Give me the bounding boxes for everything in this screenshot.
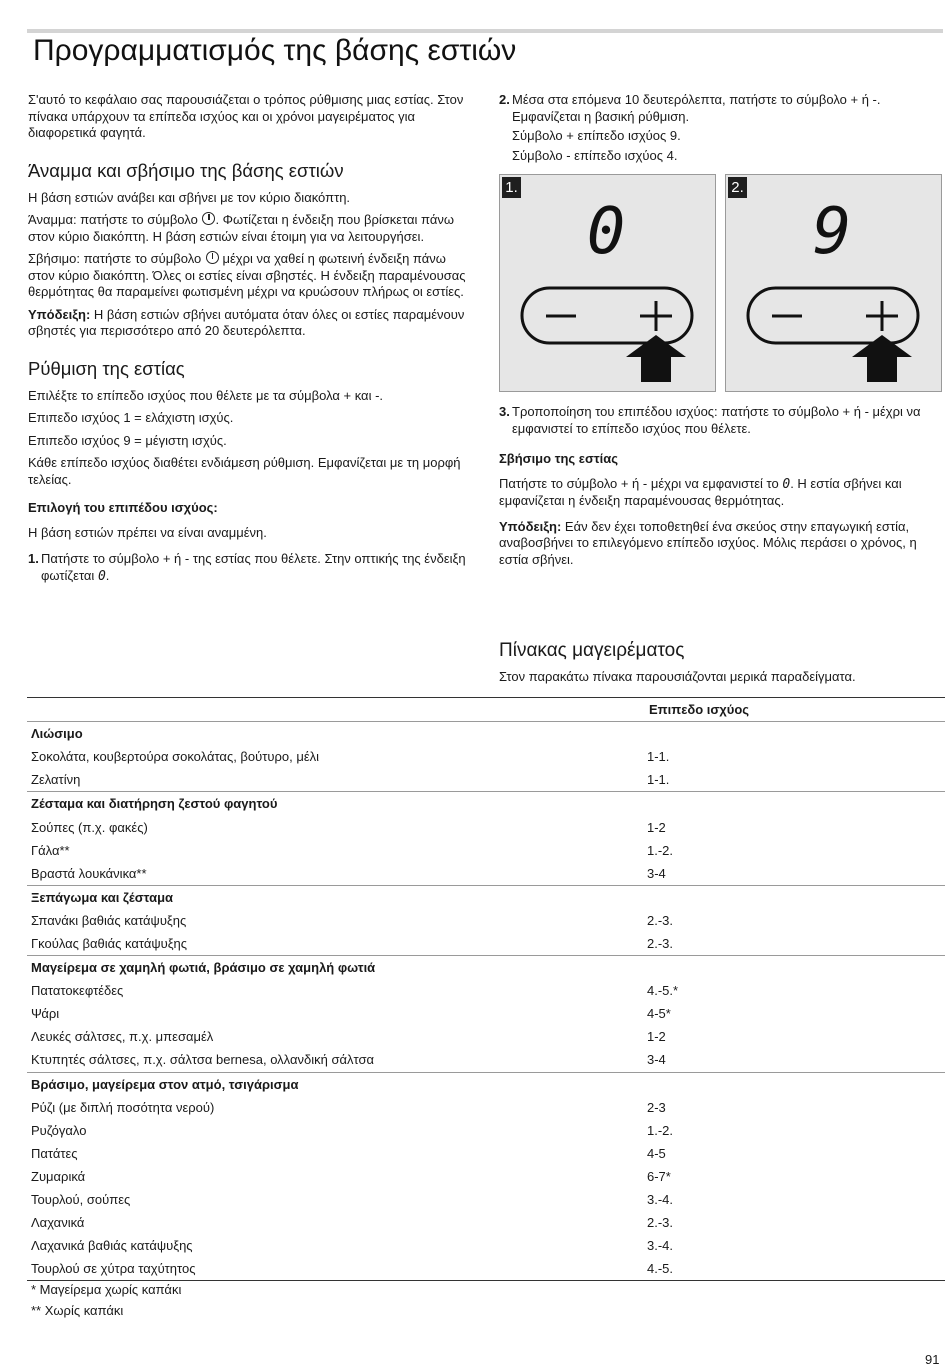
power-level-cell: 2.-3. [647, 912, 674, 928]
category-label: Βράσιμο, μαγείρεμα στον ατμό, τσιγάρισμα [31, 1076, 299, 1092]
food-cell: Πατάτες [31, 1145, 78, 1161]
step-3 [499, 404, 945, 437]
table-row [27, 1025, 945, 1048]
power-level-cell: 3-4 [647, 865, 666, 881]
subheading-select-level: Επιλογή του επιπέδου ισχύος: [28, 500, 218, 515]
intro-paragraph: Σ'αυτό το κεφάλαιο σας παρουσιάζεται ο τρόπος ρύθμισης μιας εστίας. Στον πίνακα υπάρχουν τα επίπεδα ισχύος και οι χρόνοι μαγειρέματος για διαφορετικά φαγητά. [28, 92, 464, 140]
category-label: Ζέσταμα και διατήρηση ζεστού φαγητού [31, 796, 278, 812]
cooking-table-body [27, 722, 945, 1281]
auto-off-note [28, 307, 473, 340]
table-category-row [27, 792, 945, 816]
table-category-row [27, 956, 945, 980]
setting-paragraph-4: Κάθε επίπεδο ισχύος διαθέτει ενδιάμεση ρύθμιση. Εμφανίζεται με τη μορφή τελείας. [28, 455, 461, 487]
step-2-text: Μέσα στα επόμενα 10 δευτερόλεπτα, πατήστε το σύμβολο + ή -. Εμφανίζεται η βασική ρύθμιση. [512, 92, 881, 124]
left-column [28, 92, 473, 590]
table-row [27, 1257, 945, 1281]
power-level-cell: 3.-4. [647, 1238, 674, 1254]
switch-off-text-a: Σβήσιμο: πατήστε το σύμβολο [28, 251, 202, 266]
power-level-cell: 3.-4. [647, 1192, 674, 1208]
food-cell: Κτυπητές σάλτσες, π.χ. σάλτσα bernesa, ολλανδική σάλτσα [31, 1052, 374, 1068]
section-heading-onoff: Άναμμα και σβήσιμο της βάσης εστιών [28, 159, 344, 181]
power-level-cell: 2.-3. [647, 935, 674, 951]
note-label: Υπόδειξη: [28, 306, 91, 322]
power-level-cell: 4.-5. [647, 1261, 674, 1277]
table-category-row [27, 722, 945, 746]
power-level-cell: 1-1. [647, 772, 670, 788]
switch-on-paragraph [28, 212, 473, 245]
table-row [27, 745, 945, 768]
display-glyph: 0 [97, 568, 106, 584]
panel-number: 1. [502, 177, 521, 198]
panel-1-drawing [500, 175, 715, 391]
cooking-table-heading: Πίνακας μαγειρέματος [499, 640, 685, 661]
food-cell: Λευκές σάλτσες, π.χ. μπεσαμέλ [31, 1029, 214, 1045]
step-number: 2. [499, 92, 510, 107]
category-label: Λιώσιμο [31, 726, 83, 742]
note-text: Η βάση εστιών σβήνει αυτόματα όταν όλες οι εστίες παραμένουν σβηστές για περισσότερο από 20 δευτερόλεπτα. [28, 306, 465, 338]
footnote-2: ** Χωρίς καπάκι [31, 1303, 124, 1318]
switch-off-zone-text-b: . Η εστία σβήνει και εμφανίζεται η ένδειξη παραμένουσας θερμότητας. [499, 475, 902, 508]
table-category-row [27, 1072, 945, 1096]
note-text: Εάν δεν έχει τοποθετηθεί ένα σκεύος στην επαγωγική εστία, αναβοσβήνει το επιλεγόμενο επίπεδο ισχύος. Μόλις περάσει ο χρόνος, η εστία σβήνει. [499, 518, 917, 567]
header-power-level: Επιπεδο ισχύος [649, 702, 750, 718]
right-column-lower [499, 404, 945, 574]
table-category-row [27, 885, 945, 909]
power-icon [206, 251, 219, 264]
table-row [27, 1211, 945, 1234]
table-row [27, 1142, 945, 1165]
setting-paragraph-1: Επιλέξτε το επίπεδο ισχύος που θέλετε με τα σύμβολα + και -. [28, 387, 384, 403]
setting-paragraph-3: Επιπεδο ισχύος 9 = μέγιστη ισχύς. [28, 432, 227, 448]
panel-number: 2. [728, 177, 747, 198]
table-row [27, 1048, 945, 1072]
category-label: Μαγείρεμα σε χαμηλή φωτιά, βράσιμο σε χαμηλή φωτιά [31, 960, 376, 976]
display-digit: 0 [586, 195, 626, 269]
table-row [27, 768, 945, 792]
table-header-row [27, 698, 945, 722]
food-cell: Ζελατίνη [31, 772, 81, 788]
cooking-table [27, 697, 945, 1281]
step-number: 1. [28, 551, 39, 566]
food-cell: Σπανάκι βαθιάς κατάψυξης [31, 912, 187, 928]
food-cell: Σούπες (π.χ. φακές) [31, 819, 148, 835]
step-2-line-3: Σύμβολο - επίπεδο ισχύος 4. [512, 147, 678, 163]
step-text [41, 551, 473, 585]
category-label: Ξεπάγωμα και ζέσταμα [31, 889, 174, 905]
step-1-end: . [105, 567, 110, 583]
food-cell: Ψάρι [31, 1006, 60, 1022]
note-label: Υπόδειξη: [499, 518, 562, 534]
step-text [512, 92, 945, 164]
step-2 [499, 92, 945, 164]
page-number: 91 [925, 1352, 940, 1367]
switch-off-paragraph [28, 251, 473, 301]
table-row [27, 1096, 945, 1119]
food-cell: Πατατοκεφτέδες [31, 983, 124, 999]
power-level-cell: 4-5 [647, 1145, 666, 1161]
page-title: Προγραμματισμός της βάσης εστιών [33, 34, 517, 67]
right-column [499, 92, 945, 169]
step-number: 3. [499, 404, 510, 419]
table-row [27, 1165, 945, 1188]
power-level-cell: 3-4 [647, 1052, 666, 1068]
food-cell: Γάλα** [31, 842, 70, 858]
power-icon [202, 212, 215, 225]
step-1 [28, 551, 473, 585]
power-level-cell: 1.-2. [647, 1122, 674, 1138]
food-cell: Ρύζι (με διπλή ποσότητα νερού) [31, 1099, 215, 1115]
display-glyph: 0 [782, 476, 791, 492]
table-row [27, 815, 945, 838]
footnotes [31, 1279, 181, 1321]
table-row [27, 932, 945, 956]
switch-off-zone-text-a: Πατήστε το σύμβολο + ή - μέχρι να εμφανιστεί το [499, 475, 779, 491]
food-cell: Τουρλού, σούπες [31, 1192, 131, 1208]
table-row [27, 1119, 945, 1142]
power-level-cell: 1-2 [647, 1029, 666, 1045]
switch-off-text-b: μέχρι να χαθεί η φωτεινή ένδειξη πάνω στον κύριο διακόπτη. Όλες οι εστίες είναι σβηστές. Η ένδειξη παραμένουσας θερμότητας θα παραμείνει φωτισμένη μέχρι να κρυώσουν πλήρως οι εστίες. [28, 251, 466, 299]
subheading-switch-off-zone: Σβήσιμο της εστίας [499, 451, 619, 466]
step-3-text: Τροποποίηση του επιπέδου ισχύος: πατήστε το σύμβολο + ή - μέχρι να εμφανιστεί το επίπεδο ισχύος που θέλετε. [512, 404, 921, 436]
panel-2-drawing [726, 175, 941, 391]
food-cell: Σοκολάτα, κουβερτούρα σοκολάτας, βούτυρο, μέλι [31, 749, 320, 765]
table-row [27, 862, 945, 886]
food-cell: Λαχανικά βαθιάς κατάψυξης [31, 1238, 193, 1254]
power-level-cell: 1-2 [647, 819, 666, 835]
panel-2 [725, 174, 942, 392]
step-1-text: Πατήστε το σύμβολο + ή - της εστίας που θέλετε. Στην οπτικής της ένδειξη φωτίζεται [41, 551, 466, 583]
onoff-paragraph: Η βάση εστιών ανάβει και σβήνει με τον κύριο διακόπτη. [28, 189, 351, 205]
power-level-cell: 2-3 [647, 1099, 666, 1115]
food-cell: Ζυμαρικά [31, 1168, 86, 1184]
display-digit: 9 [812, 195, 852, 269]
food-cell: Γκούλας βαθιάς κατάψυξης [31, 935, 188, 951]
setting-paragraph-2: Επιπεδο ισχύος 1 = ελάχιστη ισχύς. [28, 410, 234, 425]
switch-on-text-a: Άναμμα: πατήστε το σύμβολο [28, 212, 198, 227]
table-row [27, 1188, 945, 1211]
select-paragraph: Η βάση εστιών πρέπει να είναι αναμμένη. [28, 524, 267, 540]
panel-1 [499, 174, 716, 392]
food-cell: Βραστά λουκάνικα** [31, 865, 147, 881]
power-level-cell: 1.-2. [647, 842, 674, 858]
top-rule [27, 29, 943, 33]
header-food [27, 698, 645, 722]
footnote-1: * Μαγείρεμα χωρίς καπάκι [31, 1282, 182, 1297]
step-2-line-2: Σύμβολο + επίπεδο ισχύος 9. [512, 128, 681, 143]
pan-detection-note [499, 519, 945, 569]
control-panel-illustrations [499, 174, 943, 392]
table-row [27, 909, 945, 932]
table-row [27, 979, 945, 1002]
table-row [27, 1234, 945, 1257]
section-heading-setting: Ρύθμιση της εστίας [28, 357, 185, 379]
power-level-cell: 2.-3. [647, 1215, 674, 1231]
table-row [27, 1002, 945, 1025]
power-level-cell: 4.-5.* [647, 983, 679, 999]
cooking-table-intro: Στον παρακάτω πίνακα παρουσιάζονται μερικά παραδείγματα. [499, 669, 856, 684]
power-level-cell: 4-5* [647, 1006, 671, 1022]
food-cell: Τουρλού σε χύτρα ταχύτητος [31, 1261, 196, 1277]
switch-off-zone-paragraph [499, 476, 945, 510]
food-cell: Λαχανικά [31, 1215, 85, 1231]
switch-on-text-b: . Φωτίζεται η ένδειξη που βρίσκεται πάνω στον κύριο διακόπτη. Η βάση εστιών είναι έτοιμη για να λειτουργήσει. [28, 212, 454, 244]
table-row [27, 839, 945, 862]
power-level-cell: 1-1. [647, 749, 670, 765]
power-level-cell: 6-7* [647, 1168, 671, 1184]
food-cell: Ρυζόγαλο [31, 1122, 87, 1138]
